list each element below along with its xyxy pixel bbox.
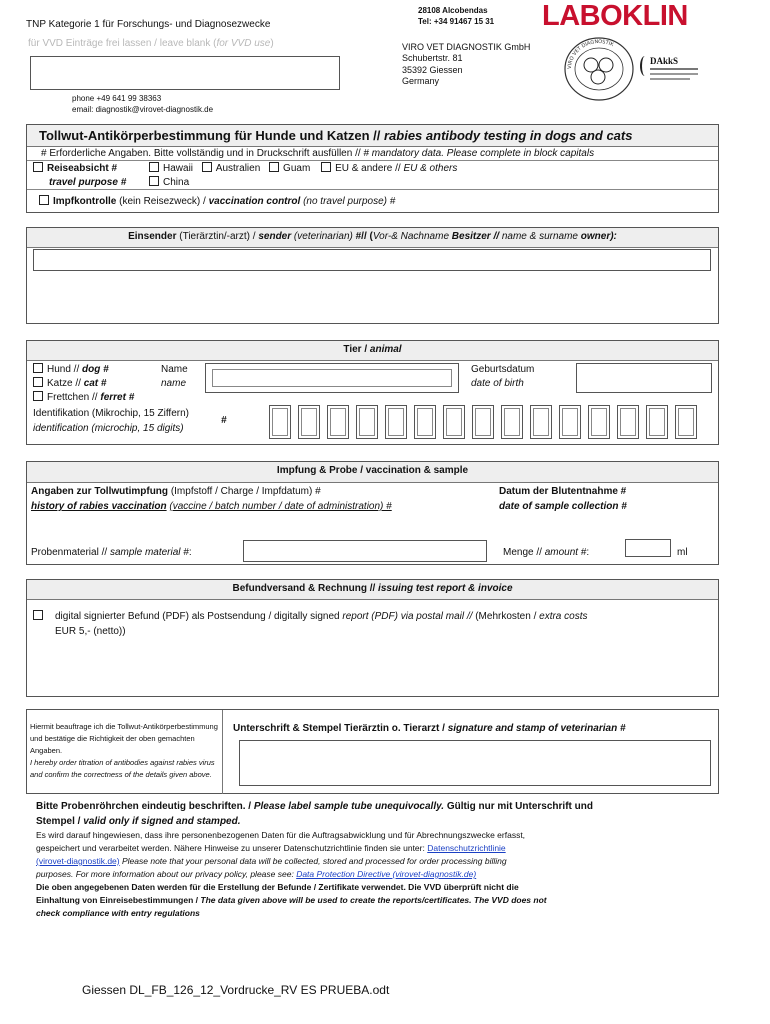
privacy-link-en[interactable]: Data Protection Directive (virovet-diagnostik.de) (296, 869, 477, 879)
vaccination-heading: Impfung & Probe / vaccination & sample (27, 462, 718, 483)
signature-stamp-box[interactable] (239, 740, 711, 786)
dog-checkbox[interactable] (33, 363, 43, 373)
phone-number: phone +49 641 99 38363 (72, 94, 162, 103)
sample-material-input[interactable] (243, 540, 487, 562)
signature-section (26, 709, 719, 794)
privacy-text-en-2: purposes. For more information about our privacy policy, please see: Data Protection Directive (virovet-diagnostik.de) (36, 869, 477, 879)
id-label: Identifikation (Mikrochip, 15 Ziffern) (33, 408, 189, 419)
cat-option: Katze // cat # (33, 377, 106, 390)
validity-instruction: Stempel / valid only if signed and stamped. (36, 816, 241, 827)
signature-heading: Unterschrift & Stempel Tierärztin o. Tierarzt / signature and stamp of veterinarian # (233, 723, 626, 734)
company-city: 35392 Giessen (402, 65, 463, 75)
label-instruction: Bitte Probenröhrchen eindeutig beschriften. / Please label sample tube unequivocally. Gültig nur mit Unterschrift und (36, 801, 593, 812)
virovet-seal-icon (562, 36, 636, 102)
eu-others-checkbox[interactable] (321, 162, 331, 172)
id-hash: # (221, 415, 227, 426)
vaccination-control-option: Impfkontrolle (kein Reisezweck) / vaccination control (no travel purpose) # (39, 195, 395, 208)
digital-report-checkbox[interactable] (33, 610, 43, 620)
vaccination-history-input[interactable] (31, 514, 487, 536)
digital-report-option: digital signierter Befund (PDF) als Postsendung / digitally signed report (PDF) via postal mail // (Mehrkosten / extra costs (33, 610, 588, 623)
travel-options: Hawaii Australien Guam EU & andere // EU & others (149, 162, 457, 175)
privacy-link-de-domain[interactable]: (virovet-diagnostik.de) (36, 856, 120, 866)
certificates-note-3: check compliance with entry regulations (36, 908, 200, 918)
order-confirmation: Hiermit beauftrage ich die Tollwut-Antikörperbestimmung und bestätige die Richtigkeit der oben gemachten Angaben. I hereby order titration of antibodies against rabies virus and confirm the correctness of the details given above. (27, 710, 223, 794)
privacy-text-de-2: gespeichert und verarbeitet werden. Nähere Hinweise zu unserer Datenschutzrichtlinie finden sie unter: Datenschutzrichtlinie (36, 843, 506, 853)
certificates-note-1: Die oben angegebenen Daten werden für die Erstellung der Befunde / Zertifikate verwendet. Die VVD überprüft nicht die (36, 882, 519, 892)
sample-material-label: Probenmaterial // sample material #: (31, 547, 192, 558)
hawaii-checkbox[interactable] (149, 162, 159, 172)
animal-section (26, 340, 719, 445)
certificates-note-2: Einhaltung von Einreisebestimmungen / The data given above will be used to create the reports/certificates. The VVD does not (36, 895, 547, 905)
ferret-option: Frettchen // ferret # (33, 391, 134, 404)
vaccination-history-label: Angaben zur Tollwutimpfung (Impfstoff / Charge / Impfdatum) # (31, 486, 321, 497)
privacy-text-en-1: (virovet-diagnostik.de) Please note that your personal data will be collected, stored and processed for order processing billing (36, 856, 507, 866)
australien-checkbox[interactable] (202, 162, 212, 172)
dakks-logo: DAkkS (640, 52, 706, 90)
mandatory-note: # Erforderliche Angaben. Bitte vollständig und in Druckschrift ausfüllen // # mandatory data. Please complete in block capitals (41, 148, 595, 159)
footer-filename: Giessen DL_FB_126_12_Vordrucke_RV ES PRUEBA.odt (82, 983, 390, 997)
travel-purpose-checkbox[interactable] (33, 162, 43, 172)
company-country: Germany (402, 76, 440, 86)
collection-date-label-en: date of sample collection # (499, 501, 627, 512)
privacy-link-de[interactable]: Datenschutzrichtlinie (427, 843, 506, 853)
company-street: Schubertstr. 81 (402, 53, 463, 63)
name-label-en: name (161, 378, 187, 389)
sender-input[interactable] (33, 249, 711, 271)
report-section (26, 579, 719, 697)
dog-option: Hund // dog # (33, 363, 109, 376)
amount-input[interactable] (625, 539, 671, 557)
laboklin-address: 28108 Alcobendas (418, 6, 488, 15)
china-option: China (149, 176, 189, 189)
ferret-checkbox[interactable] (33, 391, 43, 401)
guam-checkbox[interactable] (269, 162, 279, 172)
laboklin-phone: Tel: +34 91467 15 31 (418, 17, 495, 26)
collection-date-label: Datum der Blutentnahme # (499, 486, 627, 497)
china-checkbox[interactable] (149, 176, 159, 186)
company-name: VIRO VET DIAGNOSTIK GmbH (402, 42, 531, 52)
vaccination-history-label-en: history of rabies vaccination (vaccine / batch number / date of administration) # (31, 501, 392, 512)
animal-name-input[interactable] (205, 363, 459, 393)
dob-input[interactable] (576, 363, 712, 393)
svg-text:VIRO VET DIAGNOSTIK: VIRO VET DIAGNOSTIK (566, 38, 615, 70)
vaccination-control-checkbox[interactable] (39, 195, 49, 205)
amount-label: Menge // amount #: (503, 547, 590, 558)
id-label-en: identification (microchip, 15 digits) (33, 423, 184, 434)
title-section (26, 124, 719, 213)
name-label: Name (161, 364, 188, 375)
cat-checkbox[interactable] (33, 377, 43, 387)
report-heading: Befundversand & Rechnung // issuing test report & invoice (27, 580, 718, 600)
vaccination-section (26, 461, 719, 565)
sender-heading: Einsender (Tierärztin/-arzt) / sender (veterinarian) #// (Vor-& Nachname Besitzer // name & surname owner): (27, 228, 718, 248)
vvd-use-box[interactable] (30, 56, 340, 90)
tnp-category: TNP Kategorie 1 für Forschungs- und Diagnosezwecke (26, 19, 271, 30)
travel-purpose-label-en: travel purpose # (49, 177, 127, 188)
dob-label: Geburtsdatum (471, 364, 535, 375)
sender-section (26, 227, 719, 324)
animal-heading: Tier / animal (27, 341, 718, 361)
page-title: Tollwut-Antikörperbestimmung für Hunde und Katzen // rabies antibody testing in dogs and cats (39, 128, 633, 143)
travel-purpose-label: Reiseabsicht # (33, 162, 117, 175)
laboklin-logo: LABOKLIN (542, 0, 688, 32)
microchip-input[interactable] (269, 405, 713, 441)
vvd-blank-note: für VVD Einträge frei lassen / leave blank (for VVD use) (28, 38, 274, 49)
dob-label-en: date of birth (471, 378, 524, 389)
privacy-text-de-1: Es wird darauf hingewiesen, dass ihre personenbezogenen Daten für die Auftragsabwicklung und für Abrechnungszwecke erfasst, (36, 830, 526, 840)
email-address: email: diagnostik@virovet-diagnostik.de (72, 105, 214, 114)
collection-date-input[interactable] (499, 514, 709, 536)
amount-unit: ml (677, 547, 688, 558)
digital-report-cost: EUR 5,- (netto)) (55, 626, 126, 637)
